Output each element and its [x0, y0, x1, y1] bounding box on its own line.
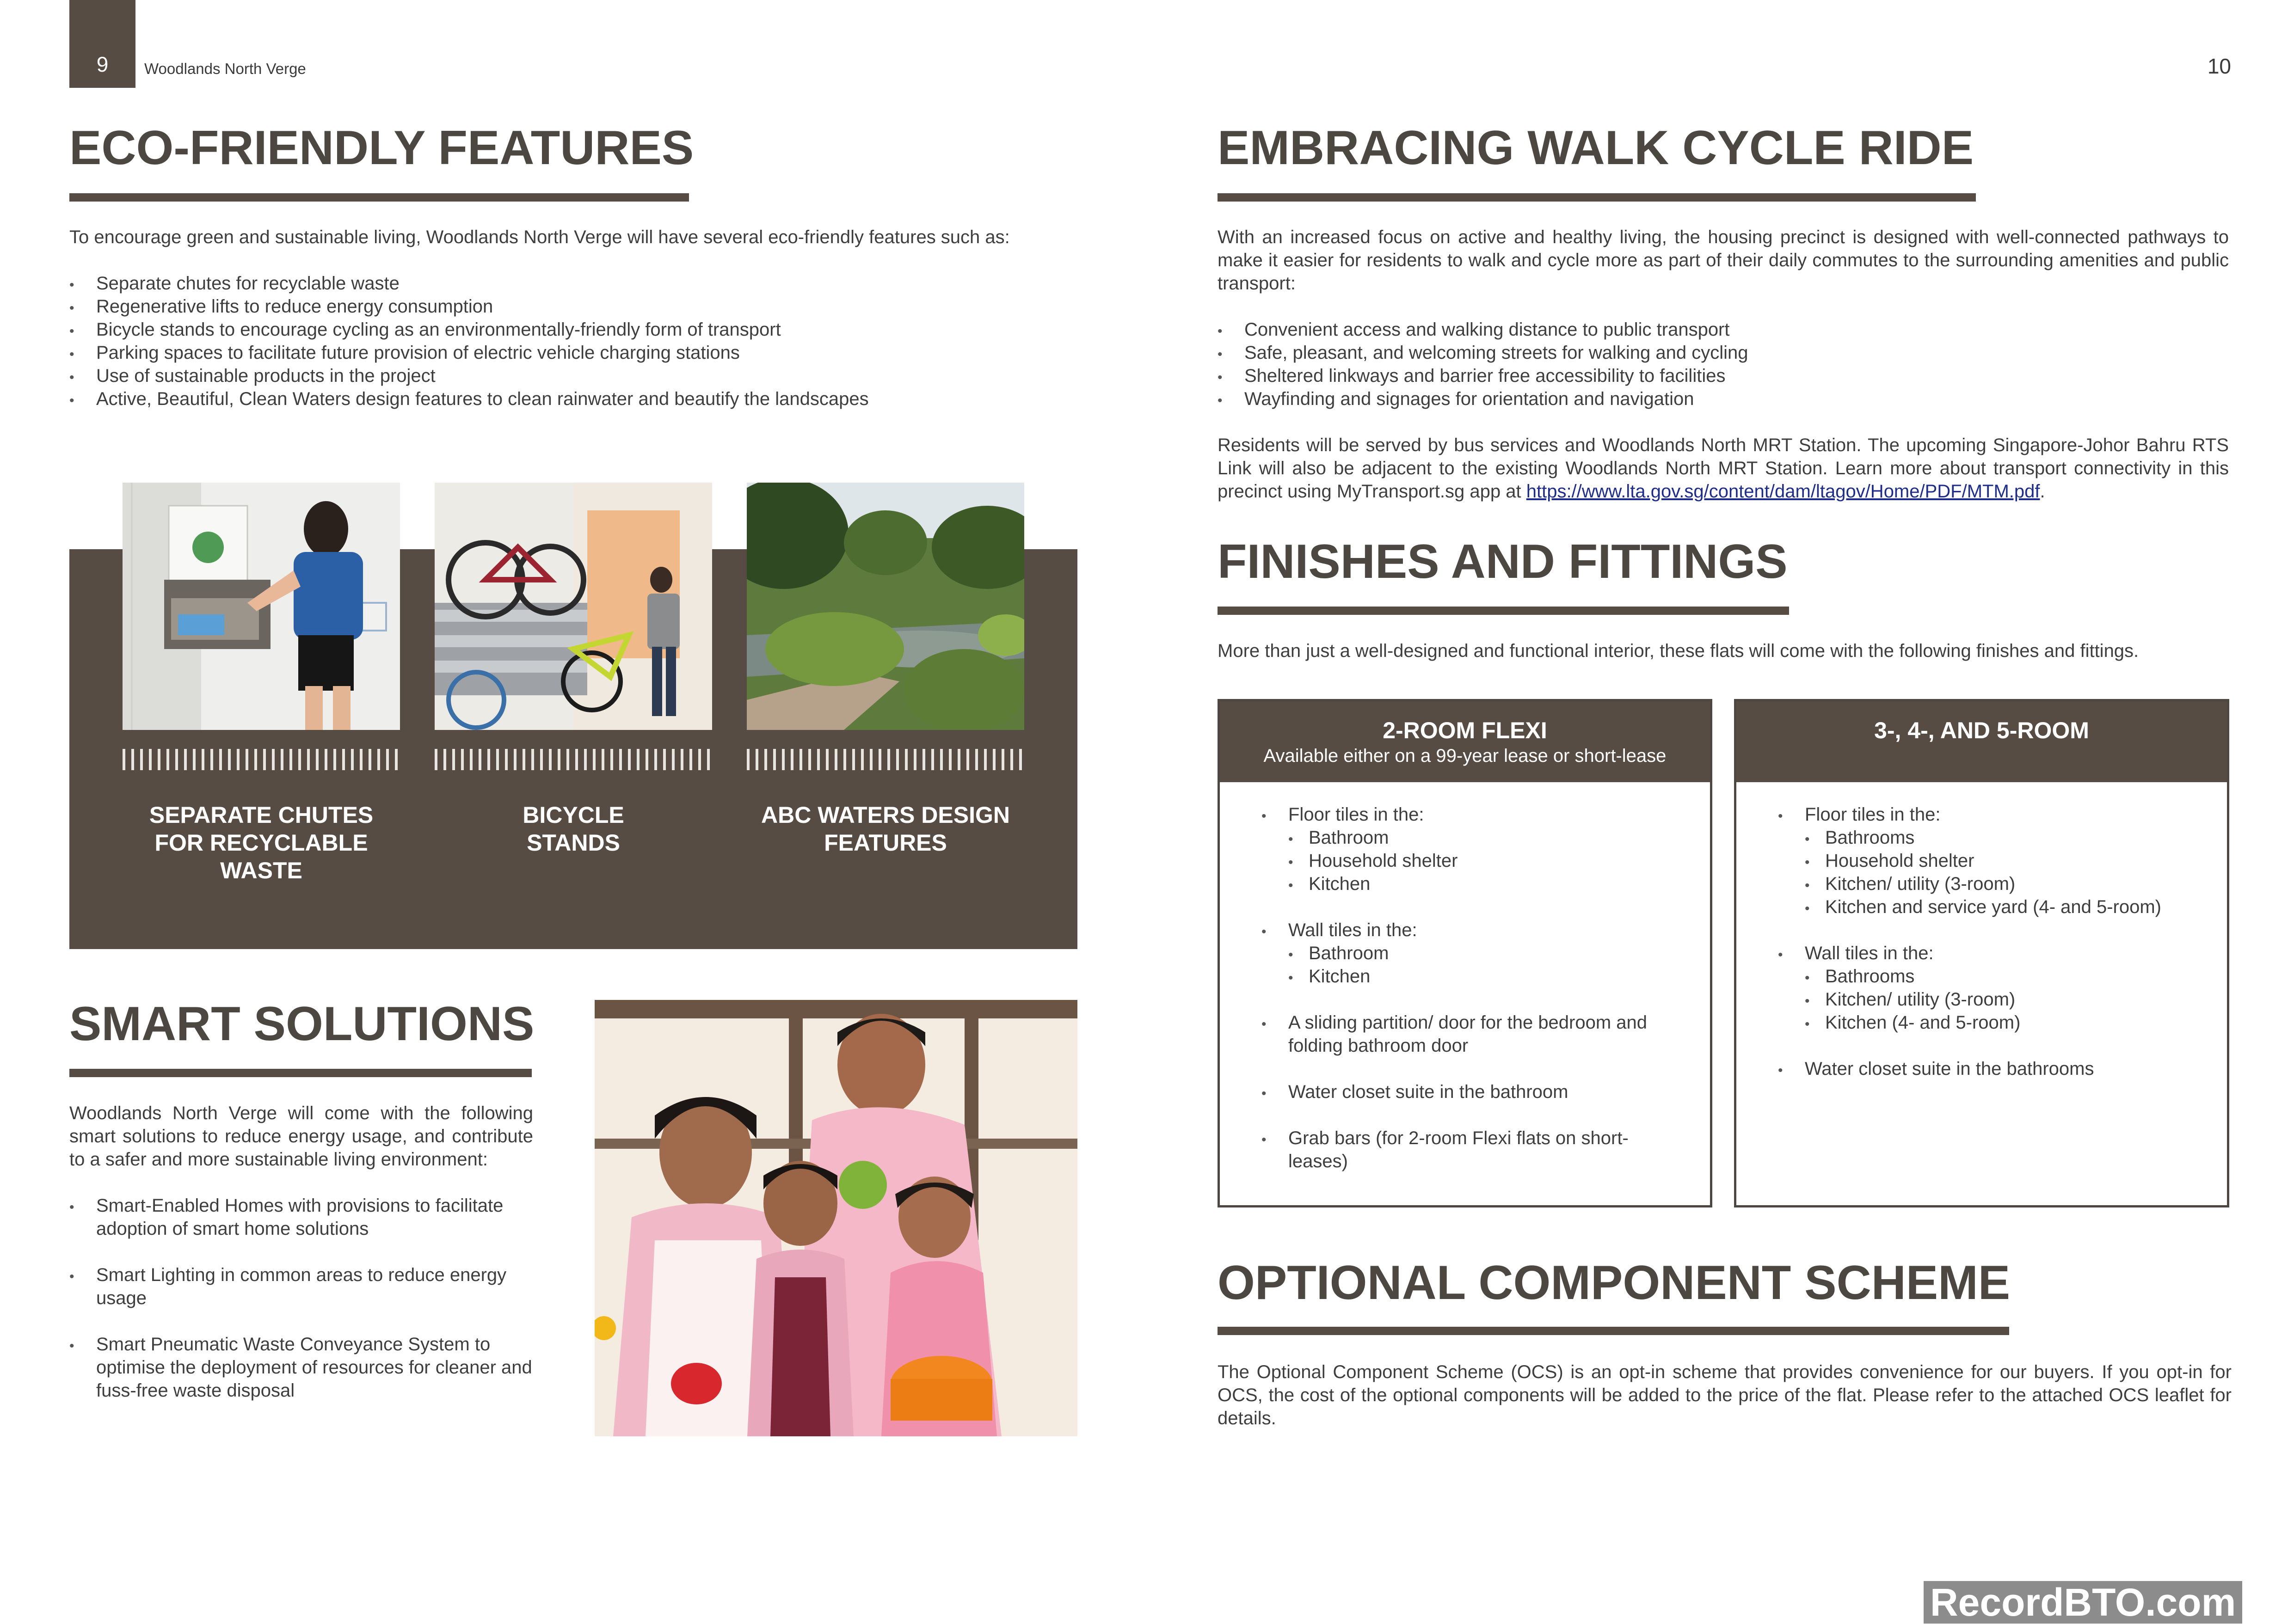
recycling-chute-photo: [123, 483, 400, 730]
list-item: • Separate chutes for recyclable waste: [69, 272, 1087, 295]
list-item: • Kitchen/ utility (3-room): [1805, 872, 2204, 895]
list-item: • Bathrooms: [1805, 965, 2204, 988]
recycling-chute-illustration: [123, 483, 400, 730]
abc-waters-illustration: [747, 483, 1024, 730]
list-item: • Safe, pleasant, and welcoming streets for walking and cycling: [1218, 341, 2229, 364]
page-number: 10: [2207, 54, 2231, 78]
eco-intro: To encourage green and sustainable living, Woodlands North Verge will have several eco-friendly features such as:: [69, 227, 1010, 247]
list-item: • A sliding partition/ door for the bedroom and folding bathroom door: [1261, 1011, 1687, 1057]
list-item: • Water closet suite in the bathrooms: [1778, 1057, 2204, 1080]
list-item: • Active, Beautiful, Clean Waters design features to clean rainwater and beautify the landscapes: [69, 387, 1087, 411]
transport-text-end: .: [2040, 481, 2045, 502]
list-item: • Smart Lighting in common areas to reduce energy usage: [69, 1263, 533, 1310]
smart-solution-list: [69, 1194, 533, 1402]
smart-title-rule: [69, 1069, 532, 1077]
card-list: [1220, 782, 1710, 1173]
list-item: • Grab bars (for 2-room Flexi flats on short-leases): [1261, 1127, 1687, 1173]
smart-solutions-title: SMART SOLUTIONS: [69, 997, 535, 1051]
list-item: • Household shelter: [1805, 849, 2204, 872]
finishes-title: FINISHES AND FITTINGS: [1218, 535, 1788, 588]
family-kitchen-illustration: [595, 1000, 1077, 1436]
card-title: 3-, 4-, AND 5-ROOM: [1874, 717, 2089, 743]
eco-title-rule: [69, 193, 689, 202]
transport-text: Residents will be served by bus services and Woodlands North MRT Station. The upcoming Singapore-Johor Bahru RTS Link will also be adjacent to the existing Woodlands North MRT Station. Learn more about transport connectivity in this precinct using MyTransport.sg app at: [1218, 435, 2229, 502]
list-item: [1778, 942, 2204, 1034]
walk-cycle-title: EMBRACING WALK CYCLE RIDE: [1218, 121, 1974, 175]
ocs-body: The Optional Component Scheme (OCS) is an opt-in scheme that provides convenience for our buyers. If you opt-in for OCS, the cost of the optional components will be added to the price of the flat. Please refer to the attached OCS leaflet for details.: [1218, 1362, 2232, 1428]
list-item: • Kitchen and service yard (4- and 5-room): [1805, 895, 2204, 919]
list-item: [1261, 803, 1687, 895]
list-item: • Household shelter: [1288, 849, 1687, 872]
caption-bicycle-stands: BICYCLE STANDS: [523, 802, 624, 856]
tick-divider: [747, 749, 1024, 770]
ocs-title: OPTIONAL COMPONENT SCHEME: [1218, 1256, 2011, 1310]
caption-separate-chutes: SEPARATE CHUTES FOR RECYCLABLE WASTE: [149, 802, 374, 883]
mtm-link[interactable]: https://www.lta.gov.sg/content/dam/ltagov/Home/PDF/MTM.pdf: [1526, 481, 2040, 502]
card-header: [1736, 701, 2227, 782]
list-item: • Use of sustainable products in the project: [69, 364, 1087, 387]
list-item: • Regenerative lifts to reduce energy consumption: [69, 295, 1087, 318]
tick-divider: [123, 749, 400, 770]
eco-feature-list: [69, 272, 1087, 411]
walk-intro: With an increased focus on active and healthy living, the housing precinct is designed with well-connected pathways to make it easier for residents to walk and cycle more as part of their daily commutes to the surrounding amenities and public transport:: [1218, 227, 2229, 294]
list-item: • Bathrooms: [1805, 826, 2204, 849]
card-3-4-5-room: [1734, 699, 2229, 1207]
finishes-title-rule: [1218, 607, 1789, 615]
floor-tiles-label: Floor tiles in the:: [1805, 804, 1941, 825]
list-item: [1778, 803, 2204, 919]
list-item: • Kitchen: [1288, 872, 1687, 895]
walk-list: [1218, 318, 2229, 411]
tick-divider: [435, 749, 712, 770]
wall-tiles-label: Wall tiles in the:: [1288, 920, 1417, 940]
card-header: [1220, 701, 1710, 782]
list-item: • Sheltered linkways and barrier free accessibility to facilities: [1218, 364, 2229, 387]
running-title: Woodlands North Verge: [144, 60, 306, 77]
list-item: • Smart Pneumatic Waste Conveyance System to optimise the deployment of resources for cleaner and fuss-free waste disposal: [69, 1333, 533, 1402]
ocs-title-rule: [1218, 1327, 2009, 1335]
card-list: [1736, 782, 2227, 1080]
bicycle-stands-illustration: [435, 483, 712, 730]
card-subtitle: Available either on a 99-year lease or short-lease: [1263, 746, 1667, 766]
list-item: • Wayfinding and signages for orientation and navigation: [1218, 387, 2229, 411]
list-item: • Smart-Enabled Homes with provisions to facilitate adoption of smart home solutions: [69, 1194, 533, 1240]
list-item: • Bicycle stands to encourage cycling as an environmentally-friendly form of transport: [69, 318, 1087, 341]
page-number: 9: [96, 52, 109, 76]
abc-waters-photo: [747, 483, 1024, 730]
watermark: RecordBTO.com: [1924, 1581, 2242, 1624]
list-item: • Convenient access and walking distance to public transport: [1218, 318, 2229, 341]
walk-title-rule: [1218, 193, 1976, 202]
card-title: 2-ROOM FLEXI: [1383, 717, 1547, 743]
list-item: • Parking spaces to facilitate future provision of electric vehicle charging stations: [69, 341, 1087, 364]
list-item: • Kitchen/ utility (3-room): [1805, 988, 2204, 1011]
list-item: [1261, 919, 1687, 988]
wall-tiles-label: Wall tiles in the:: [1805, 943, 1934, 963]
family-kitchen-photo: [595, 1000, 1077, 1436]
list-item: • Kitchen (4- and 5-room): [1805, 1011, 2204, 1034]
list-item: • Bathroom: [1288, 942, 1687, 965]
bicycle-stands-photo: [435, 483, 712, 730]
list-item: • Bathroom: [1288, 826, 1687, 849]
floor-tiles-label: Floor tiles in the:: [1288, 804, 1424, 825]
list-item: • Water closet suite in the bathroom: [1261, 1080, 1687, 1103]
caption-abc-waters: ABC WATERS DESIGN FEATURES: [761, 802, 1010, 856]
list-item: • Kitchen: [1288, 965, 1687, 988]
eco-features-title: ECO-FRIENDLY FEATURES: [69, 121, 694, 175]
finishes-intro: More than just a well-designed and functional interior, these flats will come with the following finishes and fittings.: [1218, 641, 2139, 661]
card-2-room-flexi: [1218, 699, 1712, 1207]
smart-intro: Woodlands North Verge will come with the following smart solutions to reduce energy usage, and contribute to a safer and more sustainable living environment:: [69, 1103, 533, 1170]
transport-paragraph: [1218, 434, 2229, 503]
